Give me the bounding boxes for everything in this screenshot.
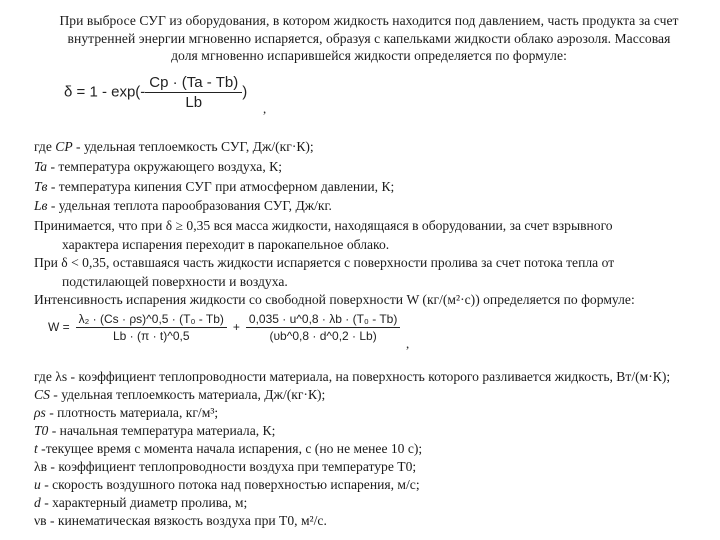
formula2-term2-denominator: (υb^0,8 · d^0,2 · Lb) xyxy=(269,328,377,343)
definition-text: - плотность материала, кг/м³; xyxy=(45,404,219,420)
definition-symbol: ρs xyxy=(34,404,46,420)
definition-symbol: u xyxy=(34,476,41,492)
intro-paragraph xyxy=(44,12,694,65)
definition-prefix: где xyxy=(34,139,56,154)
formula-evaporation-intensity xyxy=(48,312,400,343)
formula2-plus: + xyxy=(232,320,240,335)
definition-symbol: CS xyxy=(34,386,50,402)
definition-line xyxy=(34,440,710,458)
para1-line-1: Принимается, что при δ ≥ 0,35 вся масса жидкости, находящаяся в оборудовании, за счет взрывного xyxy=(34,218,613,234)
definition-line xyxy=(34,404,710,422)
definition-symbol: t xyxy=(34,440,38,456)
definition-text: - кинематическая вязкость воздуха при T0, м²/с. xyxy=(46,512,327,528)
definition-symbol: λв xyxy=(34,458,48,474)
formula-fraction-evaporated xyxy=(64,74,247,111)
definition-symbol: νв xyxy=(34,512,47,528)
para1-line-2: характера испарения переходит в парокапельное облако. xyxy=(62,236,390,252)
definition-symbol: λs xyxy=(55,368,68,384)
formula2-block xyxy=(34,310,710,368)
definition-line xyxy=(34,386,710,404)
formula1-denominator: Lb xyxy=(185,94,203,111)
definition-symbol: Lв xyxy=(34,198,48,214)
intro-line-1: При выбросе СУГ из оборудования, в котором жидкость находится под давлением, часть продукта за счет xyxy=(59,13,679,28)
definition-symbol: T0 xyxy=(34,422,49,438)
definition-prefix: где xyxy=(34,368,56,384)
definition-text: - удельная теплоемкость СУГ, Дж/(кг·К); xyxy=(72,139,314,154)
definition-line xyxy=(34,512,710,530)
formula1-lhs: δ = 1 - exp(- xyxy=(64,83,146,101)
formula2-term1 xyxy=(76,312,227,343)
definition-text: - температура окружающего воздуха, К; xyxy=(47,158,282,174)
definition-symbol: Ta xyxy=(34,158,48,174)
formula1-numerator: Cp · (Ta - Tb) xyxy=(145,74,242,93)
formula1-fraction xyxy=(145,74,242,111)
intro-line-3: доля мгновенно испарившейся жидкости определяется по формуле: xyxy=(171,48,567,63)
text-body xyxy=(34,137,710,530)
definition-text: - скорость воздушного потока над поверхностью испарения, м/с; xyxy=(40,476,420,492)
definition-line xyxy=(34,137,710,157)
formula2-term1-numerator: λ₂ · (Cs · ρs)^0,5 · (T₀ - Tb) xyxy=(76,312,227,328)
definition-line xyxy=(34,476,710,494)
intro-line-2: внутренней энергии мгновенно испаряется, образуя с капельками жидкости облако аэрозоля. Массовая xyxy=(67,30,671,46)
definition-text: - характерный диаметр пролива, м; xyxy=(40,494,248,510)
formula1-comma: , xyxy=(263,101,267,116)
definition-line xyxy=(34,157,710,177)
formula2-comma: , xyxy=(406,335,410,351)
definition-symbol: Tв xyxy=(34,178,48,194)
definition-line xyxy=(34,368,710,386)
definition-line xyxy=(34,494,710,512)
para2-line-2: подстилающей поверхности и воздуха. xyxy=(62,273,288,289)
definition-text: - температура кипения СУГ при атмосферном давлении, К; xyxy=(47,178,395,194)
definition-text: - начальная температура материала, К; xyxy=(48,422,276,438)
formula2-lhs: W = xyxy=(48,320,70,335)
definition-symbol: CP xyxy=(55,139,73,154)
definition-text: - удельная теплота парообразования СУГ, Дж/кг. xyxy=(47,198,332,214)
definition-line xyxy=(34,196,710,216)
definition-symbol: d xyxy=(34,494,41,510)
definition-line xyxy=(34,458,710,476)
formula2-term1-denominator: Lb · (π · t)^0,5 xyxy=(112,328,190,343)
definition-line xyxy=(34,422,710,440)
para3-line: Интенсивность испарения жидкости со свободной поверхности W (кг/(м²·с)) определяется по формуле: xyxy=(34,291,635,307)
formula1-rhs: ) xyxy=(242,83,248,101)
definition-text: - удельная теплоемкость материала, Дж/(кг·К); xyxy=(49,386,326,402)
definition-text: - коэффициент теплопроводности воздуха при температуре T0; xyxy=(47,458,417,474)
para2-line-1: При δ < 0,35, оставшаяся часть жидкости испаряется с поверхности пролива за счет потока тепла от xyxy=(34,254,615,270)
definition-text: -текущее время с момента начала испарения, с (но не менее 10 с); xyxy=(37,440,423,456)
formula2-term2 xyxy=(246,312,400,343)
definition-line xyxy=(34,177,710,197)
formula2-term2-numerator: 0,035 · u^0,8 · λb · (T₀ - Tb) xyxy=(246,312,400,328)
definition-text: - коэффициент теплопроводности материала, на поверхность которого разливается жидкость, Вт/(м·К); xyxy=(67,368,671,384)
